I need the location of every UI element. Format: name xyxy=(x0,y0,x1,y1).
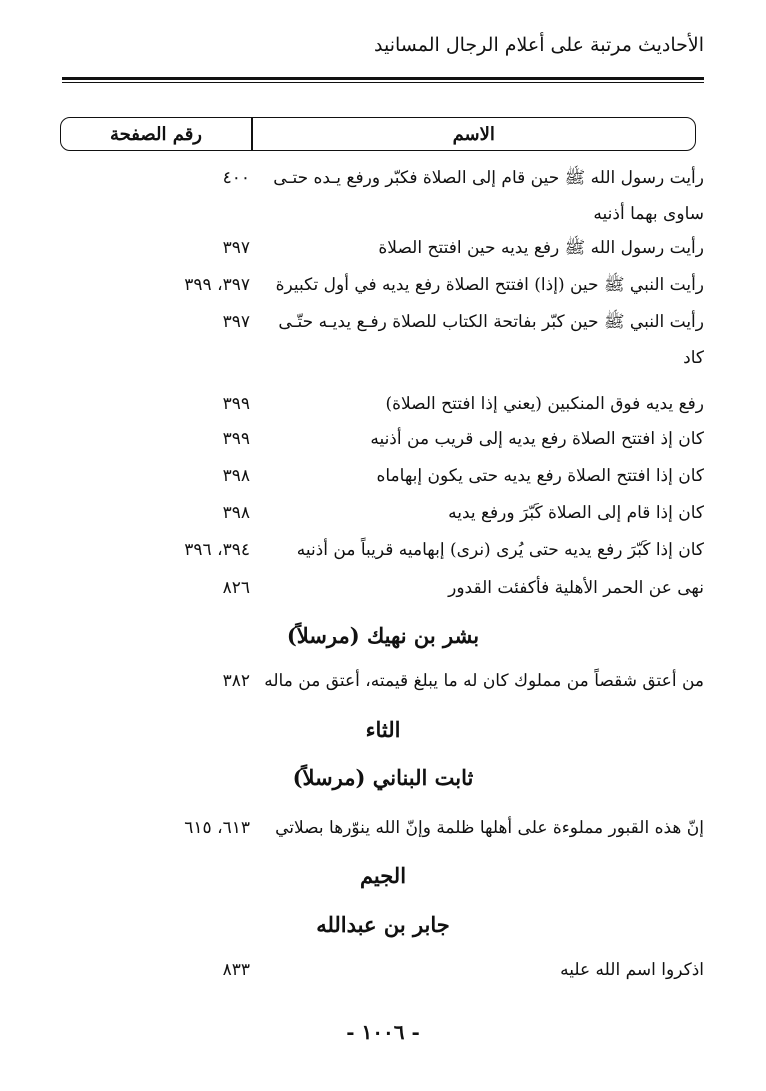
entry-pages: ٣٩٩ xyxy=(222,429,250,449)
entry-pages: ٣٩٩ xyxy=(222,394,250,414)
entry-pages: ٣٩٧ xyxy=(222,238,250,258)
entry-text: إنّ هذه القبور مملوءة على أهلها ظلمة وإنّ الله ينوّرها بصلاتي xyxy=(275,818,704,838)
entry-text: رأيت النبي ﷺ حين كبّر بفاتحة الكتاب للصلاة رفـع يديـه حتّـى xyxy=(278,312,704,332)
entry-text: رأيت رسول الله ﷺ حين قام إلى الصلاة فكبّر ورفع يـده حتـى xyxy=(273,168,704,188)
page-number: - ١٠٠٦ - xyxy=(346,1020,420,1044)
entry-pages: ٨٢٦ xyxy=(222,578,250,598)
entry-text: رأيت النبي ﷺ حين (إذا) افتتح الصلاة رفع يديه في أول تكبيرة xyxy=(275,275,704,295)
entry-text: رأيت رسول الله ﷺ رفع يديه حين افتتح الصلاة xyxy=(378,238,704,258)
entry-pages: ٨٣٣ xyxy=(222,960,250,980)
header-rule-thin xyxy=(62,82,704,83)
narrator-heading: ثابت البناني (مرسلاً) xyxy=(292,765,474,790)
entry-text: كاد xyxy=(683,348,704,368)
entry-text: من أعتق شقصاً من مملوك كان له ما يبلغ قيمته، أعتق من ماله xyxy=(264,671,704,691)
narrator-heading: جابر بن عبدالله xyxy=(316,912,450,937)
entry-text: كان إذا قام إلى الصلاة كَبّرَ ورفع يديه xyxy=(448,503,704,523)
entry-pages: ٣٩٨ xyxy=(222,466,250,486)
entry-text: كان إذا كَبّرَ رفع يديه حتى يُرى (نرى) إبهاميه قريباً من أذنيه xyxy=(296,540,704,560)
column-header-name: الاسم xyxy=(452,123,495,145)
entry-pages: ٣٩٧ xyxy=(222,312,250,332)
letter-heading: الثاء xyxy=(365,717,401,742)
entry-pages: ٣٩٤، ٣٩٦ xyxy=(184,540,250,560)
entry-pages: ٣٨٢ xyxy=(222,671,250,691)
letter-heading: الجيم xyxy=(359,863,407,888)
entry-pages: ٤٠٠ xyxy=(222,168,250,188)
entry-pages: ٣٩٨ xyxy=(222,503,250,523)
entry-text: نهى عن الحمر الأهلية فأكفئت القدور xyxy=(448,578,704,598)
entry-text: كان إذا افتتح الصلاة رفع يديه حتى يكون إبهاماه xyxy=(376,466,704,486)
narrator-heading: بشر بن نهيك (مرسلاً) xyxy=(286,623,480,648)
entry-text: كان إذ افتتح الصلاة رفع يديه إلى قريب من أذنيه xyxy=(370,429,704,449)
column-separator xyxy=(251,118,253,150)
header-rule-thick xyxy=(62,77,704,80)
entry-pages: ٣٩٧، ٣٩٩ xyxy=(184,275,250,295)
entry-text: ساوى بهما أذنيه xyxy=(593,204,704,224)
column-header-box xyxy=(60,117,696,151)
entry-text: رفع يديه فوق المنكبين (يعني إذا افتتح الصلاة) xyxy=(385,394,704,414)
running-header: الأحاديث مرتبة على أعلام الرجال المسانيد xyxy=(374,34,704,56)
column-header-page: رقم الصفحة xyxy=(109,123,202,145)
entry-text: اذكروا اسم الله عليه xyxy=(560,960,704,980)
entry-pages: ٦١٣، ٦١٥ xyxy=(184,818,250,838)
